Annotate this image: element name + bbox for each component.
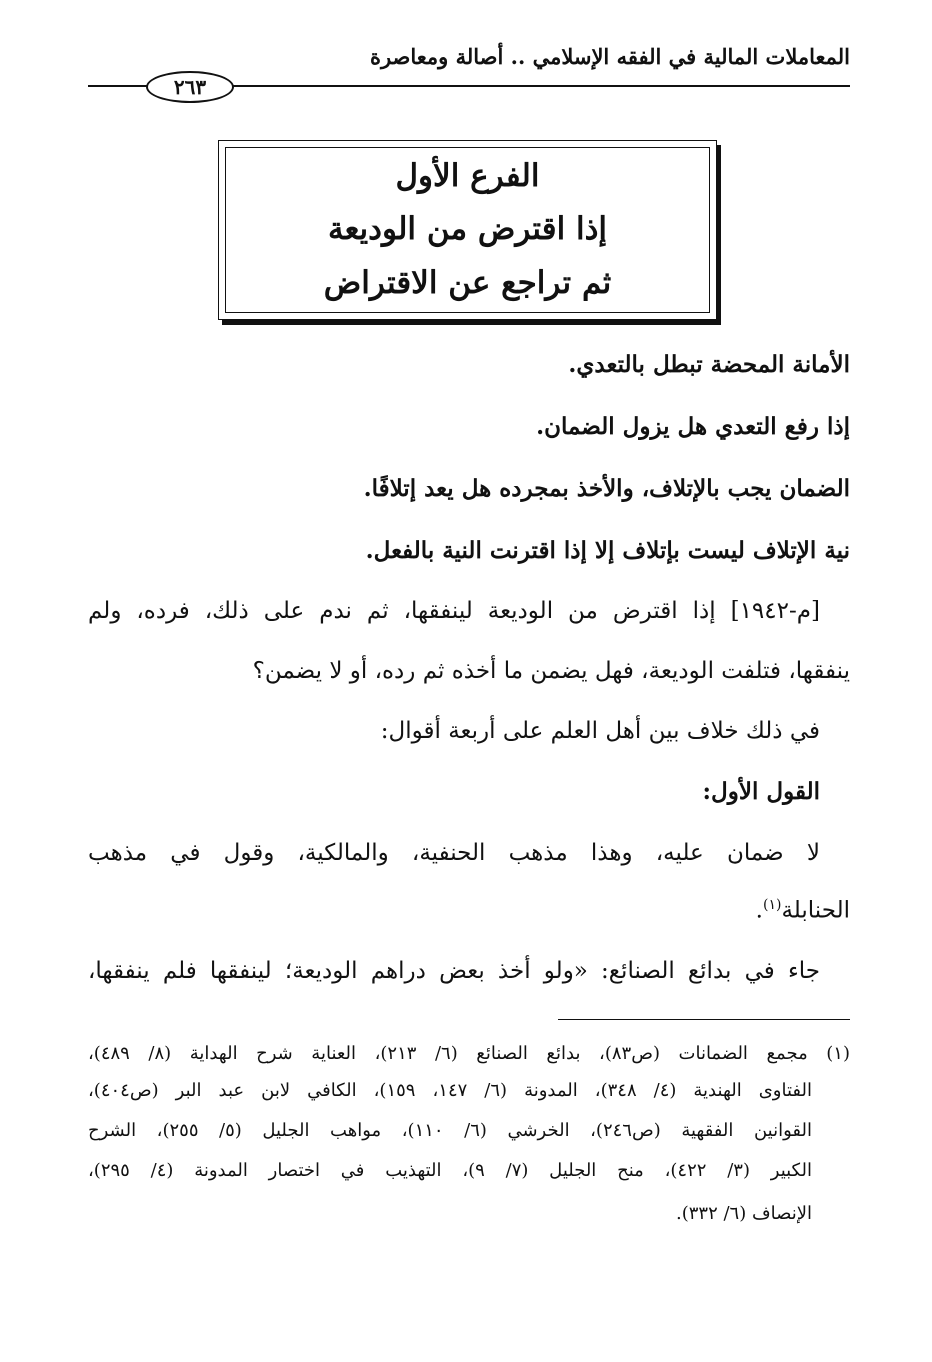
juristic-rule-4: نية الإتلاف ليست بإتلاف إلا إذا اقترنت النية بالفعل. — [365, 537, 850, 564]
first-opinion-line-2-text: الحنابلة — [781, 897, 850, 924]
first-opinion-line-1: لا ضمان عليه، وهذا مذهب الحنفية، والمالكية، وقول في مذهب — [88, 840, 820, 866]
section-title-line-3: ثم تراجع عن الاقتراض — [323, 265, 612, 301]
juristic-rule-1: الأمانة المحضة تبطل بالتعدي. — [568, 351, 850, 378]
footnote-separator — [558, 1019, 850, 1020]
footnote-line-3: القوانين الفقهية (ص٢٤٦)، الخرشي (٦/ ١١٠)، مواهب الجليل (٥/ ٢٥٥)، الشرح — [88, 1120, 812, 1141]
first-opinion-heading: القول الأول: — [702, 778, 820, 805]
issue-paragraph-line-1: [م-١٩٤٢] إذا اقترض من الوديعة لينفقها، ثم ندم على ذلك، فرده، ولم — [88, 598, 820, 624]
footnote-line-2: الفتاوى الهندية (٤/ ٣٤٨)، المدونة (٦/ ١٤٧، ١٥٩)، الكافي لابن عبد البر (ص٤٠٤)، — [88, 1080, 813, 1101]
section-title-box — [218, 140, 717, 320]
issue-paragraph-line-2: ينفقها، فتلفت الوديعة، فهل يضمن ما أخذه ثم رده، أو لا يضمن؟ — [252, 658, 850, 684]
dispute-statement: في ذلك خلاف بين أهل العلم على أربعة أقوال: — [380, 718, 820, 744]
footnote-marker: (١) — [762, 897, 782, 913]
page-number: ٢٦٣ — [146, 71, 234, 103]
footnote-line-1: (١) مجمع الضمانات (ص٨٣)، بدائع الصنائع (٦/ ٢١٣)، العناية شرح الهداية (٨/ ٤٨٩)، — [88, 1043, 850, 1064]
footnote-line-4: الكبير (٣/ ٤٢٢)، منح الجليل (٧/ ٩)، التهذيب في اختصار المدونة (٤/ ٢٩٥)، — [88, 1160, 812, 1181]
juristic-rule-2: إذا رفع التعدي هل يزول الضمان. — [536, 413, 850, 440]
first-opinion-line-2-end: . — [755, 897, 763, 924]
section-title-line-2: إذا اقترض من الوديعة — [327, 211, 608, 247]
footnote-line-5: الإنصاف (٦/ ٣٣٢). — [675, 1203, 812, 1224]
quote-line: جاء في بدائع الصنائع: «ولو أخذ بعض دراهم الوديعة؛ لينفقها فلم ينفقها، — [88, 958, 820, 984]
first-opinion-line-2 — [756, 897, 850, 924]
section-title-line-1: الفرع الأول — [395, 158, 540, 194]
section-title-inner-frame — [225, 147, 710, 313]
juristic-rule-3: الضمان يجب بالإتلاف، والأخذ بمجرده هل يعد إتلافًا. — [363, 475, 850, 502]
running-title: المعاملات المالية في الفقه الإسلامي .. أصالة ومعاصرة — [369, 44, 850, 69]
